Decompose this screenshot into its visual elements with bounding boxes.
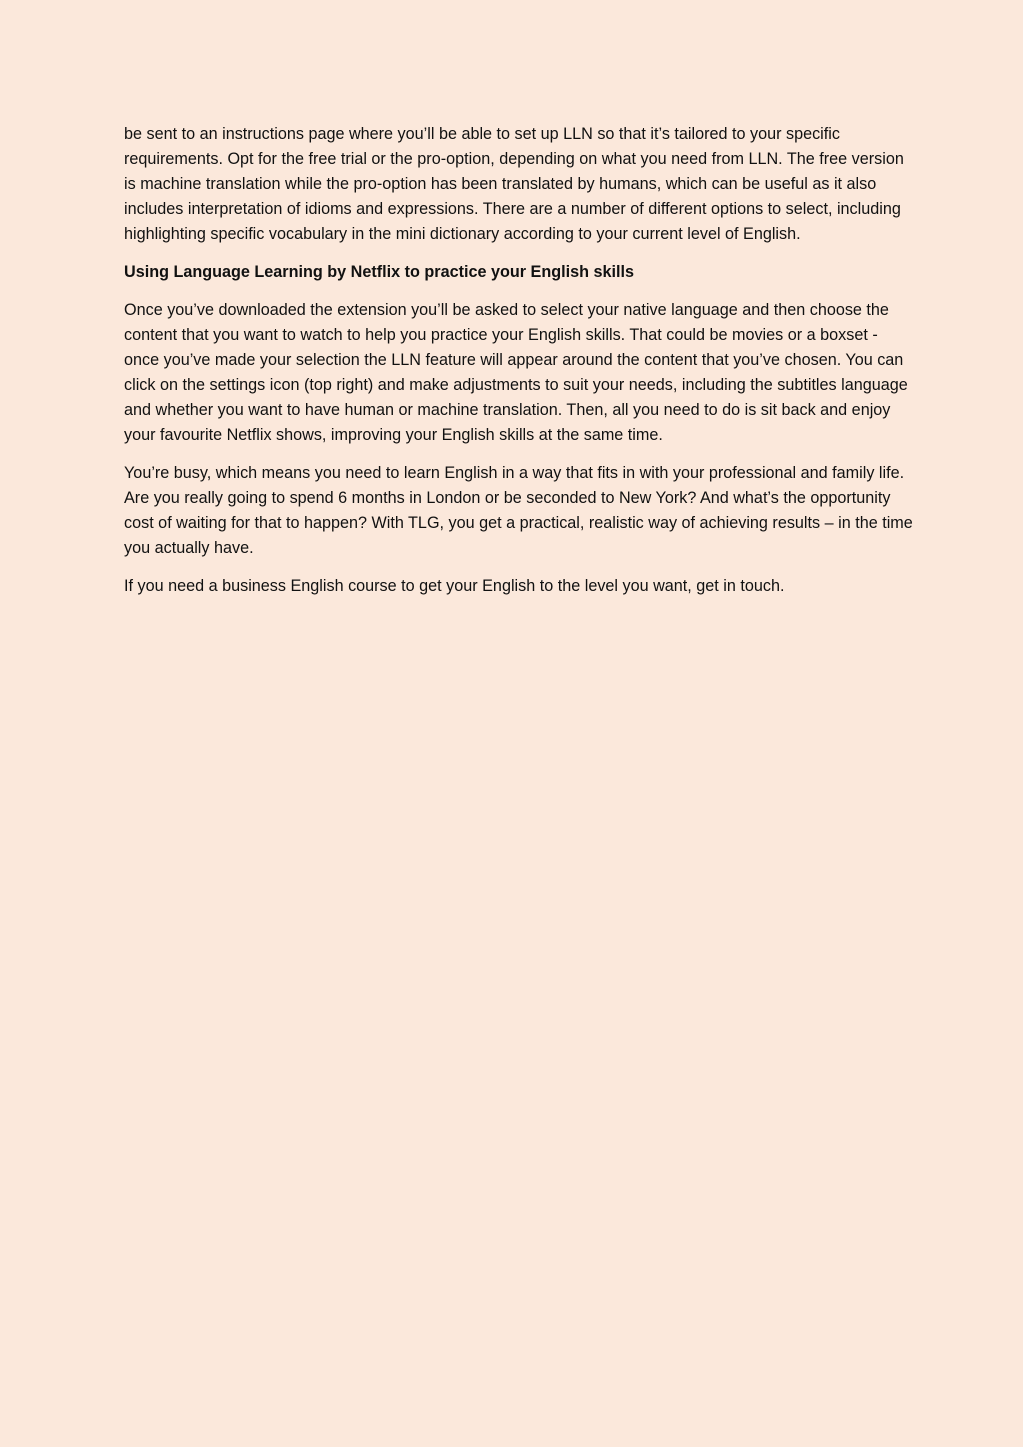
paragraph-busy-professionals: You’re busy, which means you need to learn English in a way that fits in with your professional and family life. Are you really going to spend 6 months in London or be seconded to New York? And what’s the opportunity cost of waiting for that to happen? With TLG, you get a practical, realistic way of achieving results – in the time you actually have.: [124, 464, 913, 557]
paragraph-call-to-action: If you need a business English course to get your English to the level you want, get in touch.: [124, 577, 785, 595]
section-heading: Using Language Learning by Netflix to practice your English skills: [124, 263, 635, 281]
paragraph-instructions: be sent to an instructions page where you’ll be able to set up LLN so that it’s tailored to your specific requirements. Opt for the free trial or the pro-option, depending on what you need from LLN. The free version is machine translation while the pro-option has been translated by humans, which can be useful as it also includes interpretation of idioms and expressions. There are a number of different options to select, including highlighting specific vocabulary in the mini dictionary according to your current level of English.: [124, 125, 904, 243]
document-page: [124, 122, 914, 612]
paragraph-extension-usage: Once you’ve downloaded the extension you’ll be asked to select your native language and then choose the content that you want to watch to help you practice your English skills. That could be movies or a boxset - once you’ve made your selection the LLN feature will appear around the content that you’ve chosen. You can click on the settings icon (top right) and make adjustments to suit your needs, including the subtitles language and whether you want to have human or machine translation. Then, all you need to do is sit back and enjoy your favourite Netflix shows, improving your English skills at the same time.: [124, 301, 908, 444]
